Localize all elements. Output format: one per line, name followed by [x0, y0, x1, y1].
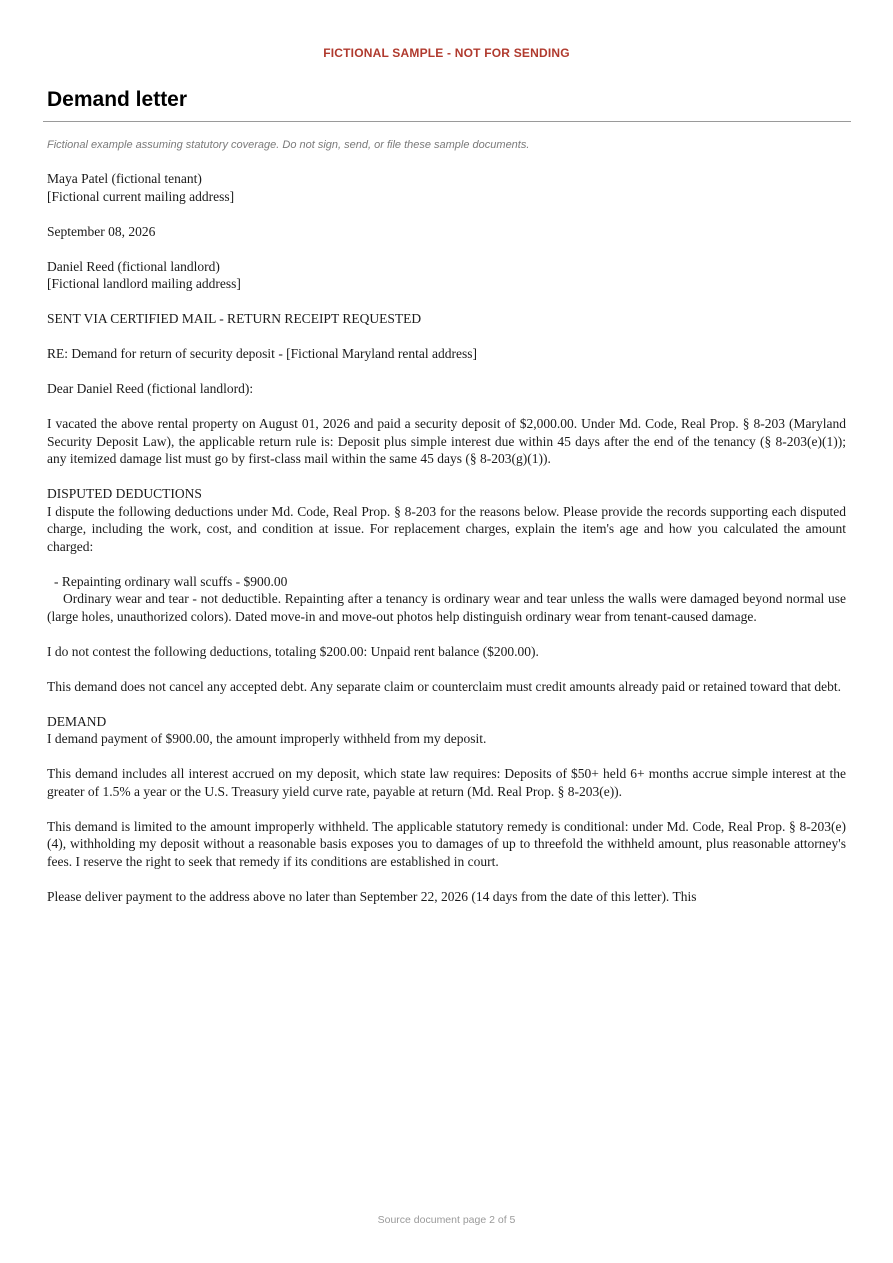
salutation: Dear Daniel Reed (fictional landlord):	[47, 381, 254, 396]
sample-banner: FICTIONAL SAMPLE - NOT FOR SENDING	[323, 46, 570, 60]
demand-heading: DEMAND	[47, 713, 107, 729]
uncontested-paragraph: I do not contest the following deductions, totaling $200.00: Unpaid rent balance ($200.00).	[47, 643, 539, 659]
page-title: Demand letter	[47, 88, 188, 111]
recipient-name: Daniel Reed (fictional landlord)	[47, 258, 220, 274]
deadline-paragraph: Please deliver payment to the address above no later than September 22, 2026 (14 days from the date of this letter). This	[47, 888, 697, 904]
recipient-address: [Fictional landlord mailing address]	[47, 276, 241, 291]
re-line: RE: Demand for return of security deposit - [Fictional Maryland rental address]	[47, 346, 477, 361]
deduction-title: - Repainting ordinary wall scuffs - $900.00	[54, 573, 288, 589]
disputed-heading: DISPUTED DEDUCTIONS	[47, 486, 202, 501]
demand-paragraph: I demand payment of $900.00, the amount improperly withheld from my deposit.	[47, 731, 487, 746]
letter-date: September 08, 2026	[47, 223, 156, 239]
debt-paragraph: This demand does not cancel any accepted debt. Any separate claim or counterclaim must credit amounts already paid or retained toward that debt.	[47, 678, 841, 694]
sender-address: [Fictional current mailing address]	[47, 188, 235, 204]
deduction-reason: Ordinary wear and tear - not deductible. Repainting after a tenancy is ordinary wear and tear unless the walls were damaged beyond normal use (large holes, unauthorized colors). Dated move-in and move-out photos help distinguish ordinary wear from tenant-caused damage.	[47, 591, 846, 624]
delivery-method: SENT VIA CERTIFIED MAIL - RETURN RECEIPT REQUESTED	[47, 311, 422, 326]
list-item	[47, 573, 846, 626]
remedy-paragraph: This demand is limited to the amount improperly withheld. The applicable statutory remedy is conditional: under Md. Code, Real Prop. § 8-203(e)(4), withholding my deposit without a reasonable basis exposes you to damages of up to threefold the withheld amount, plus reasonable attorney's fees. I reserve the right to seek that remedy if its conditions are established in court.	[47, 818, 846, 869]
interest-paragraph: This demand includes all interest accrued on my deposit, which state law requires: Deposits of $50+ held 6+ months accrue simple interest at the greater of 1.5% a year or the U.S. Treasury yield curve rate, payable at return (Md. Real Prop. § 8-203(e)).	[47, 766, 846, 799]
title-divider	[43, 121, 851, 122]
letter-body	[47, 170, 846, 923]
disputed-paragraph: I dispute the following deductions under Md. Code, Real Prop. § 8-203 for the reasons below. Please provide the records supporting each disputed charge, including the work, cost, and condition at issue. For replacement charges, explain the item's age and how you calculated the amount charged:	[47, 503, 846, 554]
page-footer: Source document page 2 of 5	[377, 1214, 516, 1226]
intro-paragraph: I vacated the above rental property on August 01, 2026 and paid a security deposit of $2,000.00. Under Md. Code, Real Prop. § 8-203 (Maryland Security Deposit Law), the applicable return rule is: Deposit plus simple interest due within 45 days after the end of the tenancy (§ 8-203(e)(1)); any itemized damage list must go by first-class mail within the same 45 days (§ 8-203(g)(1)).	[47, 416, 846, 466]
disclaimer-note: Fictional example assuming statutory coverage. Do not sign, send, or file these sample documents.	[47, 139, 530, 151]
sender-name: Maya Patel (fictional tenant)	[47, 171, 202, 186]
